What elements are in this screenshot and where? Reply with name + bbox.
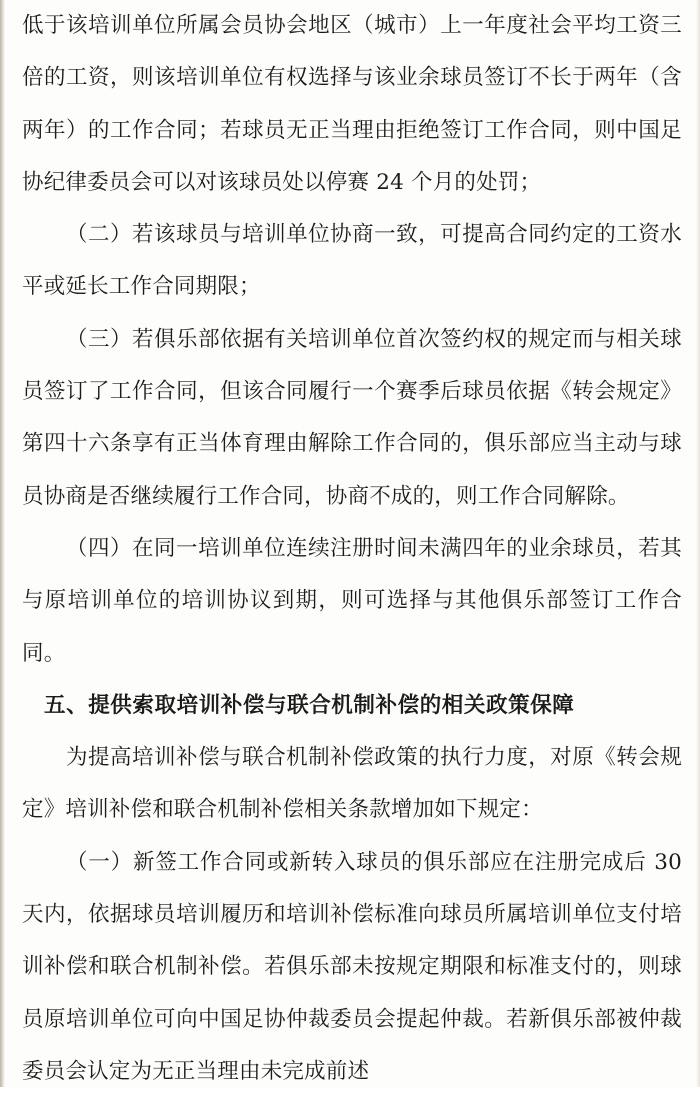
paragraph-continued-top: 低于该培训单位所属会员协会地区（城市）上一年度社会平均工资三倍的工资，则该培训单位有权选择与该业余球员签订不长于两年（含两年）的工作合同；若球员无正当理由拒绝签订工作合同，则中国足协纪律委员会可以对该球员处以停赛 24 个月的处罚； <box>22 13 682 195</box>
scan-right-edge-shadow <box>696 0 700 1087</box>
page-text-content <box>22 0 682 1098</box>
paragraph-item-two: （二）若该球员与培训单位协商一致，可提高合同约定的工资水平或延长工作合同期限； <box>22 222 682 300</box>
paragraph-section-five-item-one: （一）新签工作合同或新转入球员的俱乐部应在注册完成后 30 天内，依据球员培训履历和培训补偿标准向球员所属培训单位支付培训补偿和联合机制补偿。若俱乐部未按规定期限和标准支付的，则球员原培训单位可向中国足协仲裁委员会提起仲裁。若新俱乐部被仲裁委员会认定为无正当理由未完成前述 <box>22 849 682 1084</box>
paragraph-item-three: （三）若俱乐部依据有关培训单位首次签约权的规定而与相关球员签订了工作合同，但该合同履行一个赛季后球员依据《转会规定》第四十六条享有正当体育理由解除工作合同的，俱乐部应当主动与球员协商是否继续履行工作合同，协商不成的，则工作合同解除。 <box>22 326 682 509</box>
section-heading-five: 五、提供索取培训补偿与联合机制补偿的相关政策保障 <box>44 692 575 718</box>
paragraph-item-four: （四）在同一培训单位连续注册时间未满四年的业余球员，若其与原培训单位的培训协议到期，则可选择与其他俱乐部签订工作合同。 <box>22 535 682 666</box>
scan-left-edge-shadow <box>0 0 5 1087</box>
paragraph-section-five-intro: 为提高培训补偿与联合机制补偿政策的执行力度，对原《转会规定》培训补偿和联合机制补偿相关条款增加如下规定： <box>22 745 682 823</box>
